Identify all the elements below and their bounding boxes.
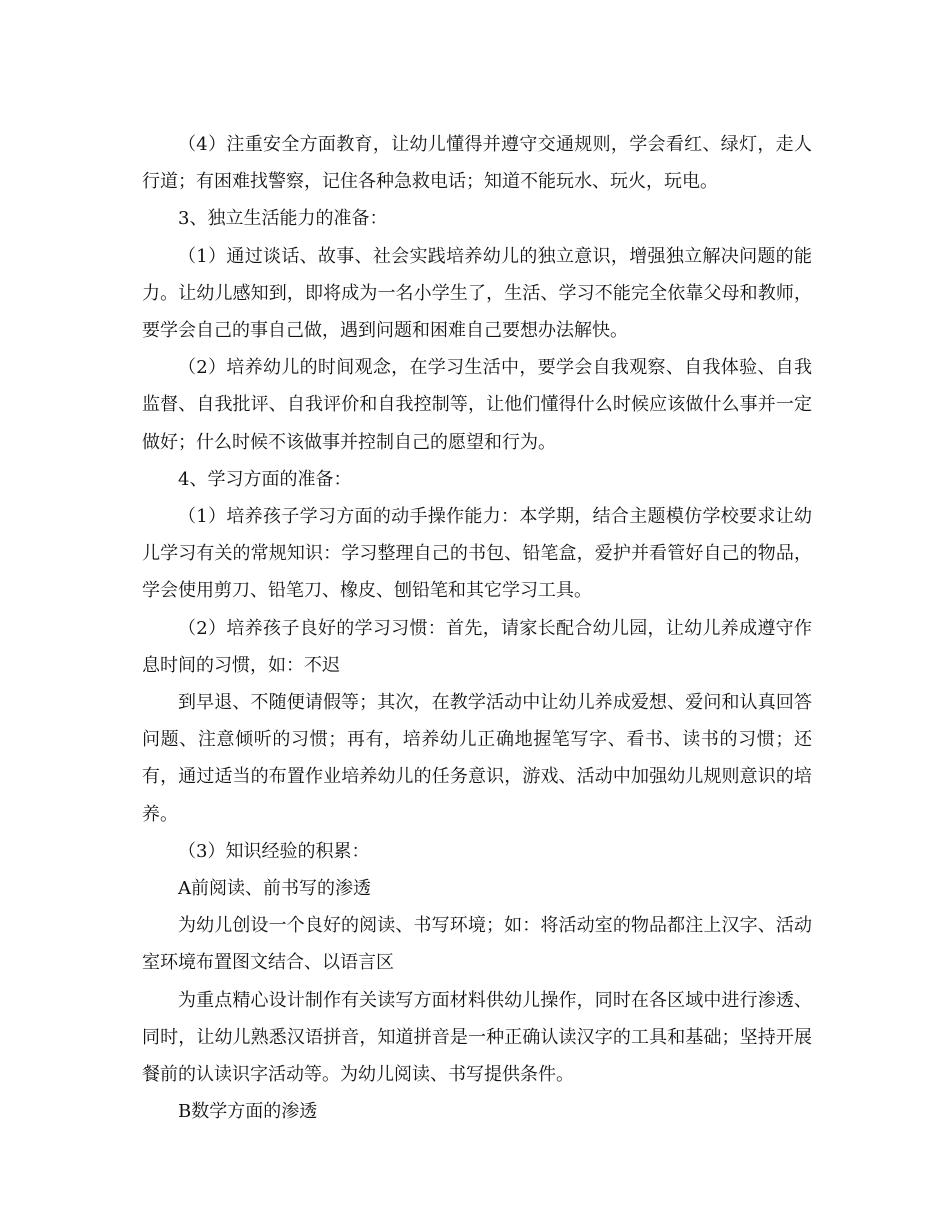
paragraph-hands-on-ability: （1）培养孩子学习方面的动手操作能力：本学期，结合主题模仿学校要求让幼儿学习有关的常规知识：学习整理自己的书包、铅笔盒，爱护并看管好自己的物品，学会使用剪刀、铅笔刀、橡皮、刨铅笔和其它学习工具。	[142, 506, 812, 602]
document-body	[142, 126, 812, 1130]
paragraph-time-concept: （2）培养幼儿的时间观念，在学习生活中，要学会自我观察、自我体验、自我监督、自我批评、自我评价和自我控制等，让他们懂得什么时候应该做什么事并一定做好；什么时候不该做事并控制自己的愿望和行为。	[142, 357, 812, 453]
paragraph-study-habits: （2）培养孩子良好的学习习惯：首先，请家长配合幼儿园，让幼儿养成遵守作息时间的习惯，如：不迟	[142, 617, 812, 676]
paragraph-independence-awareness: （1）通过谈话、故事、社会实践培养幼儿的独立意识，增强独立解决问题的能力。让幼儿感知到，即将成为一名小学生了，生活、学习不能完全依靠父母和教师，要学会自己的事自己做，遇到问题和困难自己要想办法解快。	[142, 245, 812, 342]
heading-math-infiltration: B数学方面的渗透	[178, 1101, 318, 1123]
paragraph-reading-materials: 为重点精心设计制作有关读写方面材料供幼儿操作，同时在各区域中进行渗透、同时，让幼儿熟悉汉语拼音，知道拼音是一种正确认读汉字的工具和基础；坚持开展餐前的认读识字活动等。为幼儿阅读、书写提供条件。	[142, 989, 812, 1086]
paragraph-study-habits-continued: 到早退、不随便请假等；其次，在教学活动中让幼儿养成爱想、爱问和认真回答问题、注意倾听的习惯；再有，培养幼儿正确地握笔写字、看书、读书的习惯；还有，通过适当的布置作业培养幼儿的任务意识，游戏、活动中加强幼儿规则意识的培养。	[142, 692, 812, 825]
heading-independent-living: 3、独立生活能力的准备：	[178, 208, 388, 230]
heading-pre-reading-writing: A前阅读、前书写的渗透	[178, 878, 371, 900]
paragraph-safety-education: （4）注重安全方面教育，让幼儿懂得并遵守交通规则，学会看红、绿灯，走人行道；有困难找警察，记住各种急救电话；知道不能玩水、玩火，玩电。	[142, 134, 812, 193]
heading-knowledge-accumulation: （3）知识经验的积累：	[178, 840, 370, 862]
paragraph-reading-environment: 为幼儿创设一个良好的阅读、书写环境；如：将活动室的物品都注上汉字、活动室环境布置图文结合、以语言区	[142, 915, 812, 974]
heading-learning-preparation: 4、学习方面的准备：	[178, 468, 352, 490]
